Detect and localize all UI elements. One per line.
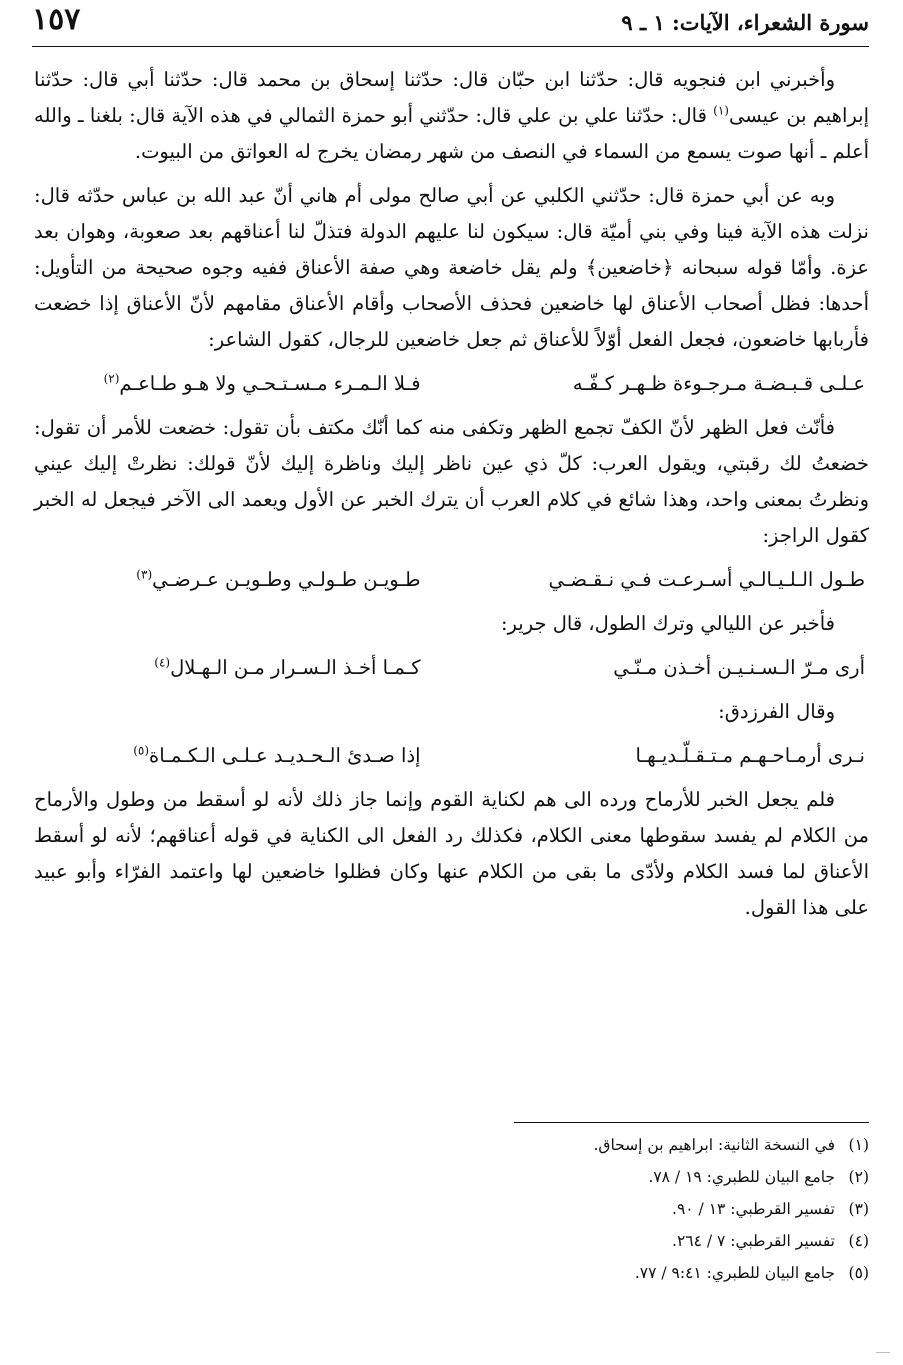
footnote-2 xyxy=(489,1161,869,1193)
verse-1 xyxy=(42,366,865,402)
page-number: ١٥٧ xyxy=(32,2,81,37)
footnote-number: (١) xyxy=(848,1136,869,1154)
footnote-number: (٢) xyxy=(848,1168,869,1186)
footnote-ref-1: (١) xyxy=(713,103,729,118)
verse-2-first-hemistich: طـول الـلـيـالـي أسـرعـت فـي نـقـضـي xyxy=(548,568,865,591)
verse-4-first-hemistich: نـرى أرمـاحـهـم مـتـقـلّـديـهـا xyxy=(635,744,865,767)
paragraph-4: فأخبر عن الليالي وترك الطول، قال جرير: xyxy=(500,612,835,635)
page-header xyxy=(32,2,869,47)
verse-2-second-hemistich xyxy=(42,562,421,598)
verse-2-second-text: طـويـن طـولـي وطـويـن عـرضـي xyxy=(152,568,421,591)
footnote-5 xyxy=(489,1257,869,1289)
footnote-ref-3: (٣) xyxy=(136,567,153,582)
footnote-ref-2: (٢) xyxy=(103,371,120,386)
footnote-number: (٤) xyxy=(848,1232,869,1250)
footnotes xyxy=(489,1122,869,1289)
verse-3-first-hemistich: أرى مـرّ الـسـنـيـن أخـذن مـنّـي xyxy=(613,656,865,679)
verse-1-first-hemistich: عـلـى قـبـضـة مـرجـوءة ظـهـر كـفّـه xyxy=(572,372,865,395)
verse-4-second-text: إذا صـدئ الـحـديـد عـلـى الـكـمـاة xyxy=(149,744,421,767)
scan-edge-mark xyxy=(876,1352,890,1361)
main-text xyxy=(34,62,869,934)
verse-1-second-hemistich xyxy=(42,366,421,402)
footnote-text: في النسخة الثانية: ابراهيم بن إسحاق. xyxy=(593,1136,835,1154)
verse-2 xyxy=(42,562,865,598)
footnote-4 xyxy=(489,1225,869,1257)
footnote-3 xyxy=(489,1193,869,1225)
verse-3 xyxy=(42,650,865,686)
verse-3-second-hemistich xyxy=(42,650,421,686)
paragraph-3: فأنّث فعل الظهر لأنّ الكفّ تجمع الظهر وتكفى منه كما أنّك مكتف بأن تقول: خضعت للأمر أن تقول: خضعتُ لك رقبتي، ويقول العرب: كلّ ذي عين ناظر إليك وناظرة إليك لأنّ قولك: نظرتْ إليك عيني ونظرتُ بمعنى واحد، وهذا شائع في كلام العرب أن يترك الخبر عن الأول ويعمد الى الآخر فيجعل له الخبر كقول الراجز: xyxy=(34,416,869,547)
paragraph-6: فلم يجعل الخبر للأرماح ورده الى هم لكناية القوم وإنما جاز ذلك لأنه لو أسقط من وطول والأرماح من الكلام لم يفسد سقوطها معنى الكلام، فكذلك رد الفعل الى الكناية في قوله أعناقهم؛ لأنه لو أسقط الأعناق لما فسد الكلام ولأدّى ما بقى من الكلام عنها وكان فظلوا خاضعين لها واعتمد الفرّاء وأبو عبيد على هذا القول. xyxy=(34,788,869,919)
paragraph-1-text-cont: قال: حدّثنا علي بن علي قال: حدّثني أبو حمزة الثمالي في هذه الآية قال: بلغنا ـ والله أعلم ـ أنها صوت يسمع من السماء في النصف من شهر رمضان يخرج له العواتق من البيوت. xyxy=(34,104,869,163)
footnote-text: تفسير القرطبي: ١٣ / ٩٠. xyxy=(672,1200,835,1218)
footnote-text: جامع البيان للطبري: ١٩ / ٧٨. xyxy=(648,1168,835,1186)
footnote-rule xyxy=(514,1122,869,1123)
paragraph-1-text: وأخبرني ابن فنجويه قال: حدّثنا ابن حبّان قال: حدّثنا إسحاق بن محمد قال: حدّثنا أبي قال: حدّثنا إبراهيم بن عيسى xyxy=(34,68,869,127)
footnote-1 xyxy=(489,1129,869,1161)
paragraph-5: وقال الفرزدق: xyxy=(718,700,835,723)
footnote-number: (٥) xyxy=(848,1264,869,1282)
verse-4-second-hemistich xyxy=(42,738,421,774)
footnote-ref-5: (٥) xyxy=(133,743,150,758)
footnote-ref-4: (٤) xyxy=(154,655,171,670)
footnote-text: جامع البيان للطبري: ٩:٤١ / ٧٧. xyxy=(634,1264,835,1282)
verse-4 xyxy=(42,738,865,774)
paragraph-1 xyxy=(34,62,869,170)
running-head: سورة الشعراء، الآيات: ١ ـ ٩ xyxy=(621,10,869,35)
footnote-number: (٣) xyxy=(848,1200,869,1218)
footnote-text: تفسير القرطبي: ٧ / ٢٦٤. xyxy=(672,1232,835,1250)
verse-3-second-text: كـمـا أخـذ الـسـرار مـن الـهـلال xyxy=(170,656,421,679)
verse-1-second-text: فـلا الـمـرء مـسـتـحـي ولا هـو طـاعـم xyxy=(119,372,421,395)
paragraph-2: وبه عن أبي حمزة قال: حدّثني الكلبي عن أبي صالح مولى أم هاني أنّ عبد الله بن عباس حدّثه قال: نزلت هذه الآية فينا وفي بني أميّة قال: سيكون لنا عليهم الدولة فتذلّ لنا أعناقهم بعد صعوبة، وهوان بعد عزة. وأمّا قوله سبحانه ﴿خاضعين﴾ ولم يقل خاضعة وهي صفة الأعناق ففيه وجوه صحيحة من التأويل: أحدها: فظل أصحاب الأعناق لها خاضعين فحذف الأصحاب وأقام الأعناق مقامهم لأنّ الأعناق إذا خضعت فأربابها خاضعون، فجعل الفعل أوّلاً للأعناق ثم جعل خاضعين للرجال، كقول الشاعر: xyxy=(34,184,869,351)
